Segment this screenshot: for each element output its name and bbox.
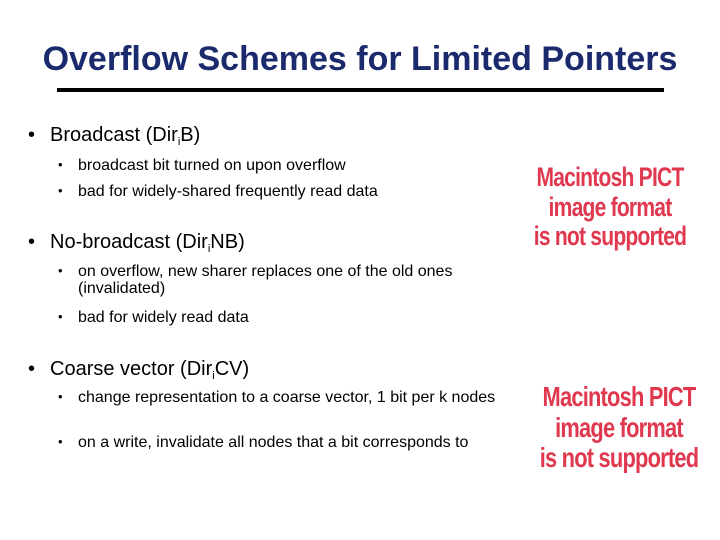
sub-item [58, 309, 518, 326]
bullet-marker: • [58, 183, 63, 198]
sub-item-text: change representation to a coarse vector, 1 bit per k nodes [78, 389, 496, 406]
section-coarse-vector [28, 358, 249, 382]
placeholder-line: image format [548, 191, 672, 222]
section-label-pre: No-broadcast (Dir [50, 231, 208, 253]
section-label-pre: Broadcast (Dir [50, 124, 178, 146]
placeholder-line: Macintosh PICT [536, 161, 684, 192]
sub-item [58, 183, 518, 200]
section-label-pre: Coarse vector (Dir [50, 358, 213, 380]
image-placeholder [539, 372, 699, 484]
sub-item-text: on a write, invalidate all nodes that a bit corresponds to [78, 434, 469, 451]
sub-item [58, 434, 508, 451]
bullet-marker: • [58, 434, 63, 449]
section-label-post: CV) [214, 358, 250, 380]
sub-item-text: bad for widely read data [78, 309, 249, 326]
placeholder-line: is not supported [533, 221, 687, 252]
bullet-marker: • [58, 309, 63, 324]
bullet-marker: • [58, 157, 63, 172]
sub-item-text: on overflow, new sharer replaces one of the old ones (invalidated) [78, 263, 453, 297]
image-placeholder [533, 150, 687, 265]
placeholder-line: is not supported [539, 442, 699, 474]
slide-title: Overflow Schemes for Limited Pointers [42, 40, 678, 78]
section-label-sub: i [212, 370, 215, 382]
bullet-marker: • [58, 389, 63, 404]
sub-item-text: bad for widely-shared frequently read data [78, 183, 378, 200]
placeholder-line: image format [555, 411, 683, 443]
sub-item [58, 263, 478, 297]
sub-item [58, 157, 518, 174]
section-label-sub: i [207, 243, 211, 255]
bullet-marker: • [28, 231, 36, 253]
section-label-post: B) [180, 124, 201, 146]
sub-item [58, 389, 508, 406]
placeholder-line: Macintosh PICT [542, 380, 696, 412]
section-label-post: NB) [210, 231, 245, 253]
sub-item-text: broadcast bit turned on upon overflow [78, 157, 346, 174]
bullet-marker: • [58, 263, 63, 278]
section-no-broadcast [28, 231, 245, 255]
section-label-sub: i [177, 136, 181, 148]
bullet-marker: • [28, 358, 36, 380]
title-underline [57, 88, 664, 92]
section-broadcast [28, 124, 200, 148]
bullet-marker: • [28, 124, 36, 146]
